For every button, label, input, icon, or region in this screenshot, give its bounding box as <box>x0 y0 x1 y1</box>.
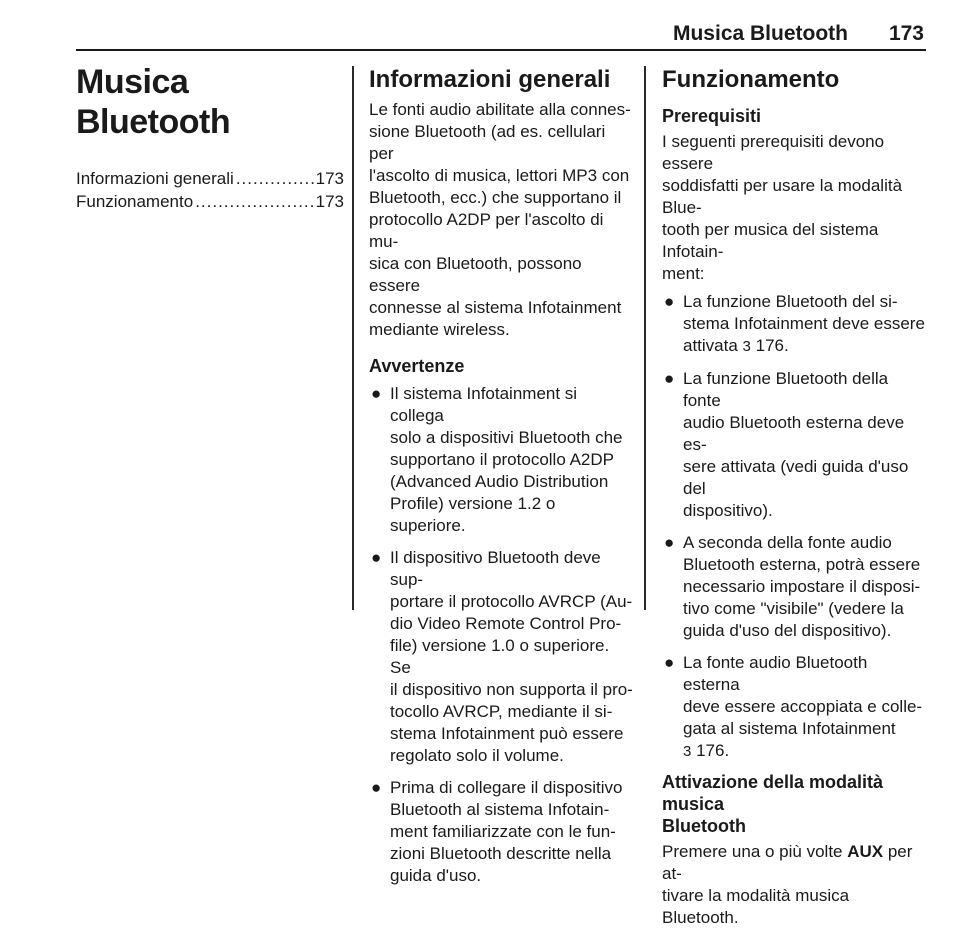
list-item <box>369 547 633 767</box>
toc-entry[interactable] <box>76 168 344 190</box>
list-item-text: Prima di collegare il dispositivo Bluetooth al sistema Infotain- ment familiarizzate con le fun- zioni Bluetooth descritte nella guida d'uso. <box>390 778 623 885</box>
activation-heading: Attivazione della modalità musica Bluetooth <box>662 772 884 836</box>
bullet-icon: ● <box>664 533 675 552</box>
chapter-column <box>76 62 344 214</box>
toc-entry-label: Informazioni generali <box>76 169 234 188</box>
toc-entry-page: 173 <box>315 169 344 188</box>
list-item-text: Il dispositivo Bluetooth deve sup- portare il protocollo AVRCP (Au- dio Video Remote Control Pro- file) versione 1.0 o superiore. Se il dispositivo non supporta il pro- tocollo AVRCP, mediante il si- stema Infotainment può essere regolato solo il volume. <box>390 548 633 765</box>
prerequisites-list <box>662 291 928 763</box>
column-divider-2 <box>644 66 646 610</box>
list-item <box>662 368 928 522</box>
toc-entry[interactable] <box>76 191 344 213</box>
notes-heading: Avvertenze <box>369 356 465 376</box>
activation-paragraph <box>662 841 928 929</box>
bullet-icon: ● <box>371 778 382 797</box>
page-header <box>0 0 960 52</box>
page-reference[interactable]: 176. <box>696 741 730 760</box>
running-title: Musica Bluetooth <box>672 22 848 45</box>
list-item <box>369 383 633 537</box>
operation-column <box>662 62 928 929</box>
list-item <box>662 532 928 642</box>
bullet-icon: ● <box>371 548 382 567</box>
intro-paragraph: Le fonti audio abilitate alla connes- sione Bluetooth (ad es. cellulari per l'ascolto di musica, lettori MP3 con Bluetooth, ecc.) che supportano il protocollo A2DP per l'ascolto di mu- sica con Bluetooth, possono essere connesse al sistema Infotainment mediante wireless. <box>369 100 631 339</box>
activation-text: per at- tivare la modalità musica Bluetooth. <box>662 842 913 927</box>
list-item-text: La fonte audio Bluetooth esterna deve essere accoppiata e colle- gata al sistema Infotainment <box>683 653 923 738</box>
general-info-column <box>369 62 633 897</box>
list-item-text: Il sistema Infotainment si collega solo a dispositivi Bluetooth che supportano il protocollo A2DP (Advanced Audio Distribution Profile) versione 1.2 o superiore. <box>390 384 623 535</box>
list-item-text: La funzione Bluetooth della fonte audio Bluetooth esterna deve es- sere attivata (vedi guida d'uso del dispositivo). <box>683 369 909 520</box>
aux-button-label: AUX <box>847 842 884 861</box>
prerequisites-heading: Prerequisiti <box>662 106 762 126</box>
bullet-icon: ● <box>664 292 675 311</box>
bullet-icon: ● <box>664 653 675 672</box>
page-reference[interactable]: 176. <box>755 336 789 355</box>
table-of-contents <box>76 168 344 213</box>
header-rule <box>76 49 926 51</box>
page-number: 173 <box>888 22 924 45</box>
toc-leader-dots <box>195 191 313 213</box>
toc-leader-dots <box>236 168 314 190</box>
toc-entry-page: 173 <box>315 192 344 211</box>
list-item-text: A seconda della fonte audio Bluetooth esterna, potrà essere necessario impostare il disposi- tivo come "visibile" (vedere la guida d'uso del dispositivo). <box>683 533 921 640</box>
bullet-icon: ● <box>664 369 675 388</box>
list-item <box>662 291 928 358</box>
page-reference-arrow-icon: 3 <box>742 338 751 355</box>
section-heading: Funzionamento <box>662 66 840 93</box>
list-item <box>662 652 928 763</box>
page-reference-arrow-icon: 3 <box>683 743 692 760</box>
prerequisites-intro: I seguenti prerequisiti devono essere soddisfatti per usare la modalità Blue- tooth per musica del sistema Infotain- ment: <box>662 132 903 283</box>
list-item <box>369 777 633 887</box>
notes-list <box>369 383 633 887</box>
list-item-text: La funzione Bluetooth del si- stema Infotainment deve essere attivata <box>683 292 925 355</box>
section-heading: Informazioni generali <box>369 66 611 93</box>
toc-entry-label: Funzionamento <box>76 192 194 211</box>
activation-text: Premere una o più volte <box>662 842 848 861</box>
column-divider-1 <box>352 66 354 610</box>
chapter-title: Musica Bluetooth <box>76 63 231 141</box>
bullet-icon: ● <box>371 384 382 403</box>
